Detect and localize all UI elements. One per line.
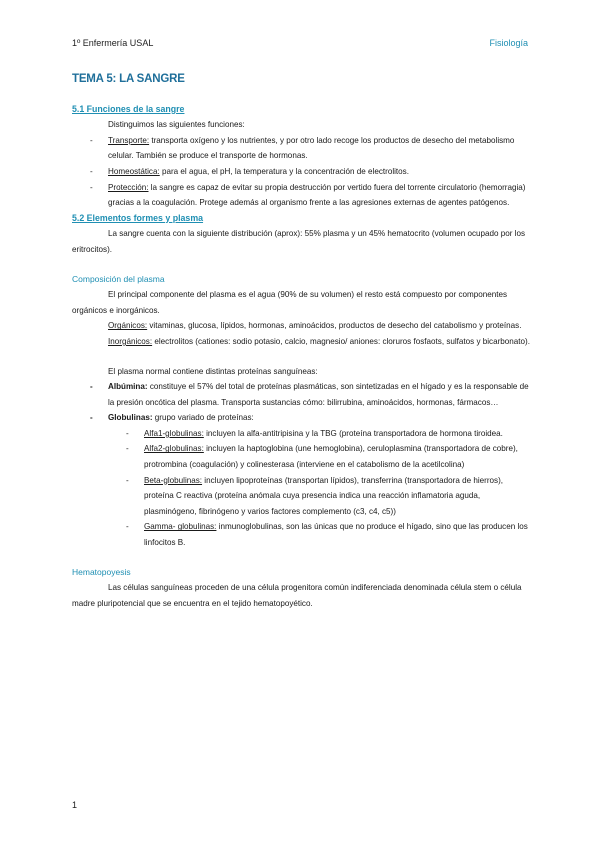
list-item <box>72 519 530 550</box>
list-item <box>72 164 530 180</box>
inorganicos-term: Inorgánicos: <box>108 336 153 346</box>
document-body <box>72 72 530 611</box>
subheading-hematopoyesis: Hematopoyesis <box>72 566 131 577</box>
item-text: transporta oxígeno y los nutrientes, y por otro lado recoge los productos de desecho del metabolismo celular. También se produce el transporte de hormonas. <box>108 135 515 161</box>
page-number: 1 <box>72 800 78 810</box>
albumina-text: constituye el 57% del total de proteínas plasmáticas, son sintetizadas en el hígado y es la responsable de la presión oncótica del plasma. Transporta sustancias cómo: bilirrubina, aminoácidos, hormonas, fármacos… <box>108 382 529 407</box>
list-item <box>72 133 530 164</box>
list-item <box>72 441 530 472</box>
plasma-organicos <box>72 318 530 334</box>
plasma-inorganicos <box>72 334 530 350</box>
globulina-text: incluyen lipoproteínas (transportan lípidos), transferrina (transportadora de hierros), proteína C reactiva (proteína anómala cuya presencia indica una reacción inflamatoria aguda, plasminógeno, fibrinógeno y varios factores complemento (c3, c4, c5)) <box>144 475 504 516</box>
plasma-intro: El principal componente del plasma es el agua (90% de su volumen) el resto está compuesto por componentes orgánicos e inorgánicos. <box>72 290 508 315</box>
item-term: Transporte: <box>108 135 150 145</box>
inorganicos-text: electrolitos (cationes: sodio potasio, calcio, magnesio/ aniones: cloruros fosfaots, sulfatos y bicarbonato). <box>152 336 530 346</box>
document-title: TEMA 5: LA SANGRE <box>72 73 185 85</box>
list-item <box>72 180 530 211</box>
header-left: 1º Enfermería USAL <box>72 38 154 48</box>
subheading-plasma: Composición del plasma <box>72 273 165 284</box>
globulinas-text: grupo variado de proteínas: <box>152 413 254 423</box>
item-term: Protección: <box>108 182 149 192</box>
albumina-term: Albúmina: <box>108 382 148 392</box>
list-item <box>72 473 530 520</box>
section-heading-functions: 5.1 Funciones de la sangre <box>72 103 185 114</box>
globulina-term: Beta-globulinas: <box>144 475 203 485</box>
globulinas-list <box>72 426 530 551</box>
header-right: Fisiología <box>489 38 528 48</box>
elements-intro: La sangre cuenta con la siguiente distribución (aprox): 55% plasma y un 45% hematocrito (volumen ocupado por los eritrocitos). <box>72 229 526 254</box>
globulinas-term: Globulinas: <box>108 413 153 423</box>
item-text: la sangre es capaz de evitar su propia destrucción por vertido fuera del torrente circulatorio (hemorragia) gracias a la coagulación. Protege además al organismo frente a las agresiones externas de agentes patógenos. <box>108 182 526 208</box>
organicos-text: vitaminas, glucosa, lípidos, hormonas, aminoácidos, productos de desecho del catabolismo y proteínas. <box>147 321 522 331</box>
list-item <box>72 379 530 410</box>
globulina-term: Alfa2-globulinas: <box>144 444 204 454</box>
item-text: para el agua, el pH, la temperatura y la concentración de electrolitos. <box>159 166 409 176</box>
item-term: Homeostática: <box>108 166 160 176</box>
section-heading-elements: 5.2 Elementos formes y plasma <box>72 212 204 223</box>
functions-list <box>72 133 530 211</box>
globulina-term: Gamma- globulinas: <box>144 522 217 532</box>
list-item <box>72 426 530 442</box>
proteins-intro: El plasma normal contiene distintas proteínas sanguíneas: <box>108 366 318 376</box>
globulina-term: Alfa1-globulinas: <box>144 428 204 438</box>
organicos-term: Orgánicos: <box>108 321 148 331</box>
globulina-text: incluyen la haptoglobina (une hemoglobina), ceruloplasmina (transportadora de cobre), protrombina (coagulación) y colinesterasa (interviene en el catabolismo de la acetilcolina) <box>144 444 518 470</box>
functions-intro: Distinguimos las siguientes funciones: <box>108 120 245 130</box>
hematopoyesis-text: Las células sanguíneas proceden de una célula progenitora común indiferenciada denominada célula stem o célula madre pluripotencial que se encuentra en el tejido hematopoyético. <box>72 583 522 608</box>
proteins-list <box>72 379 530 426</box>
list-item <box>72 410 530 426</box>
globulina-text: inmunoglobulinas, son las únicas que no produce el hígado, sino que las producen los linfocitos B. <box>144 522 528 548</box>
globulina-text: incluyen la alfa-antitripisina y la TBG (proteína transportadora de hormona tiroidea. <box>203 428 503 438</box>
